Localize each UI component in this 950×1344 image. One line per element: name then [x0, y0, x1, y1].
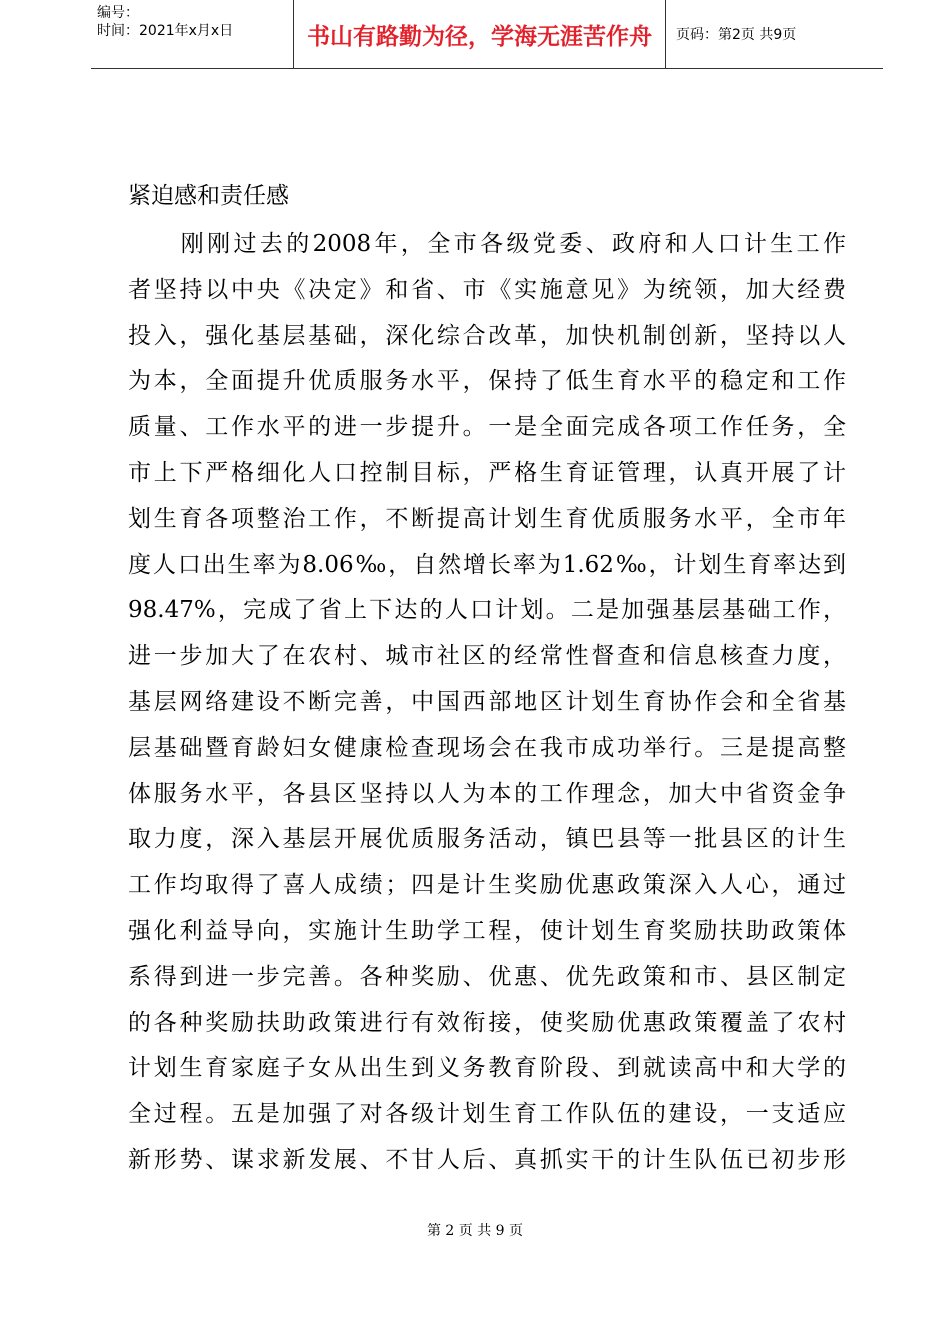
body-line: 者坚持以中央《决定》和省、市《实施意见》为统领，加大经费: [128, 276, 846, 303]
header-meta: [91, 0, 294, 68]
section-title: 紧迫感和责任感: [128, 183, 289, 209]
body-line: 系得到进一步完善。各种奖励、优惠、优先政策和市、县区制定: [128, 963, 846, 990]
body-line: 的各种奖励扶助政策进行有效衔接，使奖励优惠政策覆盖了农村: [128, 1009, 846, 1036]
body-line: 基层网络建设不断完善，中国西部地区计划生育协作会和全省基: [128, 688, 846, 715]
body-line: 取力度，深入基层开展优质服务活动，镇巴县等一批县区的计生: [128, 826, 846, 853]
body-line: 层基础暨育龄妇女健康检查现场会在我市成功举行。三是提高整: [128, 734, 846, 761]
body-line: 市上下严格细化人口控制目标，严格生育证管理，认真开展了计: [128, 459, 846, 486]
body-line: 新形势、谋求新发展、不甘人后、真抓实干的计生队伍已初步形: [128, 1146, 846, 1173]
page-header: [91, 0, 883, 69]
body-line: 强化利益导向，实施计生助学工程，使计划生育奖励扶助政策体: [128, 917, 846, 944]
body-line: 体服务水平，各县区坚持以人为本的工作理念，加大中省资金争: [128, 780, 846, 807]
body-line: 刚刚过去的2008年，全市各级党委、政府和人口计生工作: [128, 231, 846, 257]
header-number-label: 编号：: [97, 5, 139, 21]
body-line: 全过程。五是加强了对各级计划生育工作队伍的建设，一支适应: [128, 1101, 846, 1128]
body-line: 投入，强化基层基础，深化综合改革，加快机制创新，坚持以人: [128, 322, 846, 349]
page-footer: 第 2 页 共 9 页: [426, 1223, 524, 1239]
body-line: 为本，全面提升优质服务水平，保持了低生育水平的稳定和工作: [128, 368, 846, 395]
body-line: 计划生育家庭子女从出生到义务教育阶段、到就读高中和大学的: [128, 1055, 846, 1082]
body-line: 划生育各项整治工作，不断提高计划生育优质服务水平，全市年: [128, 505, 846, 532]
body-line: 工作均取得了喜人成绩；四是计生奖励优惠政策深入人心，通过: [128, 872, 846, 899]
body-line: 度人口出生率为8.06‰，自然增长率为1.62‰，计划生育率达到: [128, 551, 846, 578]
body-line: 98.47%，完成了省上下达的人口计划。二是加强基层基础工作，: [128, 597, 846, 624]
header-time-label: 时间：2021年x月x日: [97, 23, 234, 39]
body-paragraph: [128, 222, 846, 1184]
body-line: 进一步加大了在农村、城市社区的经常性督查和信息核查力度，: [128, 643, 846, 670]
header-page-info: 页码：第2页 共9页: [676, 27, 797, 43]
header-motto: 书山有路勤为径，学海无涯苦作舟: [294, 0, 666, 68]
body-line: 质量、工作水平的进一步提升。一是全面完成各项工作任务，全: [128, 414, 846, 441]
